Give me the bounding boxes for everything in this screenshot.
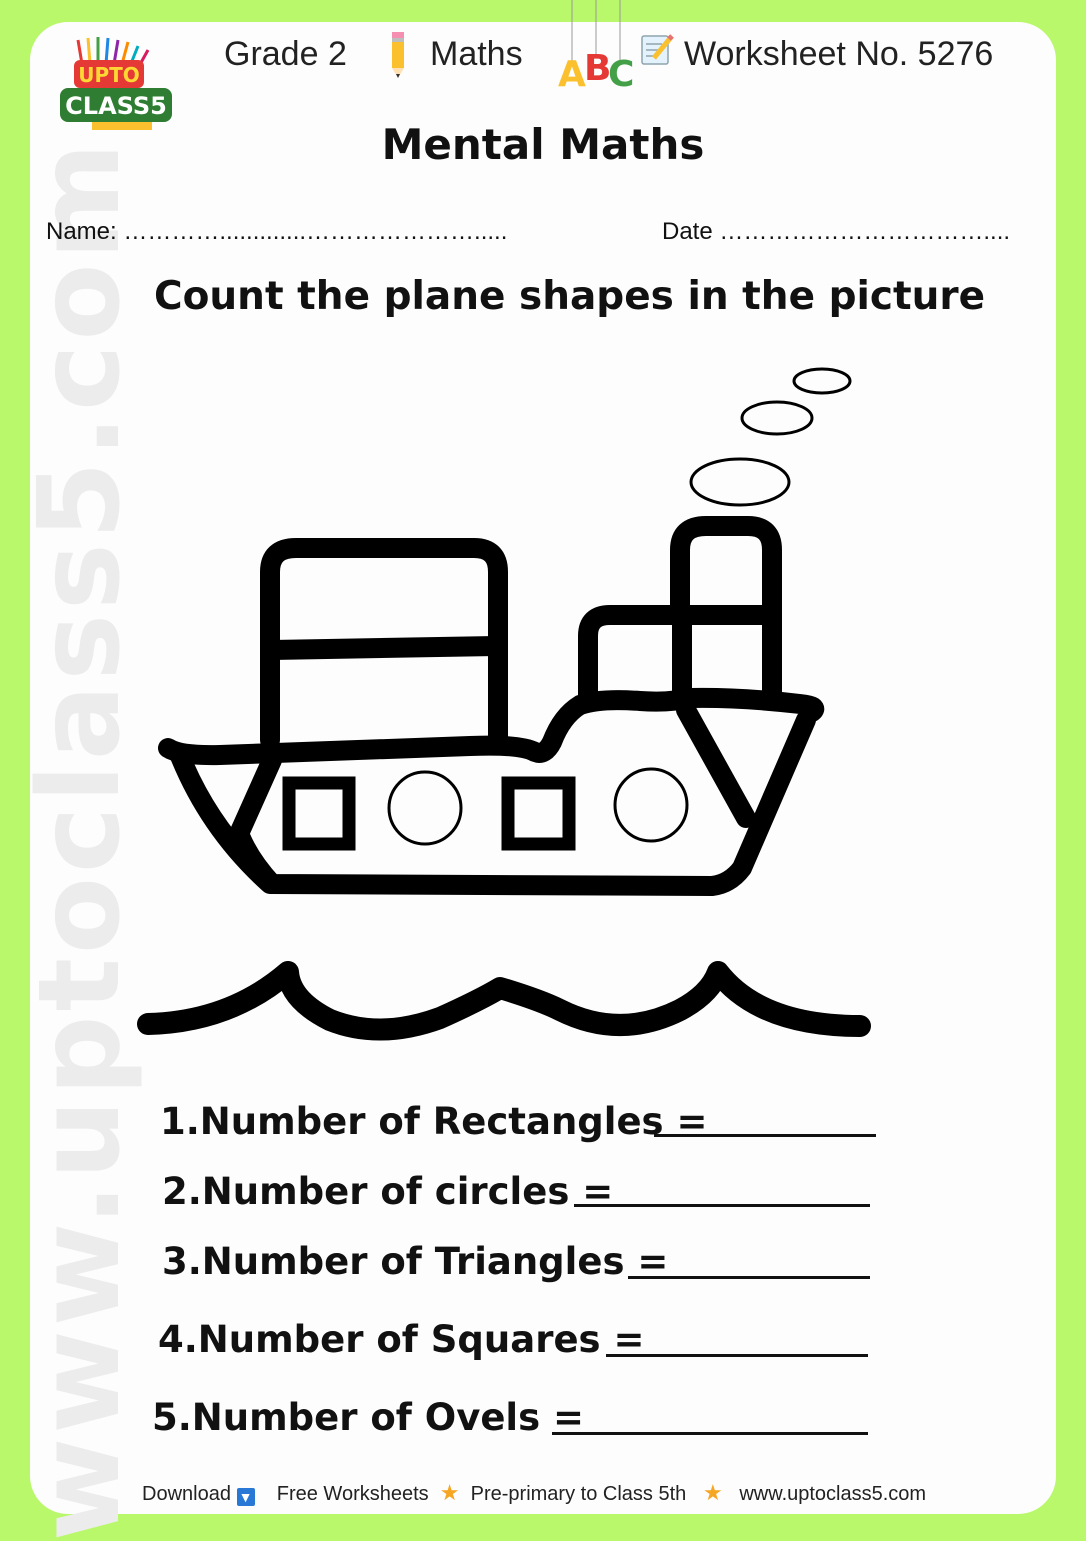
question-3: 3.Number of Triangles = [162,1240,669,1283]
question-2: 2.Number of circles = [162,1170,614,1213]
abc-letter-a: A [558,54,586,95]
logo-text-2: CLASS5 [65,92,167,120]
right-triangle-edge [686,710,746,818]
logo-text-1: UPTO [78,63,140,87]
grade-label: Grade 2 [224,35,347,73]
footer-range: Pre-primary to Class 5th [470,1483,687,1505]
footer-site-link[interactable]: www.uptoclass5.com [739,1483,927,1505]
square-window-1 [289,783,349,844]
worksheet-number: Worksheet No. 5276 [684,35,994,73]
star-icon: ★ [702,1480,723,1505]
left-triangle-edge [238,760,272,836]
download-icon: ▼ [237,1488,255,1506]
date-field[interactable]: Date …………………………….... [662,218,1011,245]
question-1: 1.Number of Rectangles = [160,1100,708,1143]
footer-download[interactable]: Download [142,1483,231,1505]
answer-line-3[interactable] [628,1276,870,1279]
question-4: 4.Number of Squares = [158,1318,645,1361]
answer-line-5[interactable] [552,1432,868,1435]
small-cabin [588,615,682,698]
water-wave [148,972,860,1030]
abc-letter-c: C [608,54,635,95]
subject-label: Maths [430,35,523,73]
cabin-divider [272,646,496,650]
page-title: Mental Maths [381,120,705,169]
footer-free-worksheets: Free Worksheets [276,1483,429,1505]
answer-line-2[interactable] [574,1204,870,1207]
name-field[interactable]: Name: ………….............…………………..... [46,218,508,245]
smoke-oval-medium [742,402,812,434]
abc-letter-b: B [584,48,612,89]
star-icon: ★ [439,1480,460,1505]
circle-window-2 [615,769,687,841]
watermark: www.uptoclass5.com [15,138,145,1541]
hull-inner-line [240,836,272,884]
answer-line-1[interactable] [654,1134,876,1137]
instruction: Count the plane shapes in the picture [154,274,986,319]
square-window-2 [508,783,569,844]
circle-window-1 [389,772,461,844]
smoke-oval-large [691,459,789,505]
question-5: 5.Number of Ovels = [152,1396,585,1439]
answer-line-4[interactable] [606,1354,868,1357]
footer [142,1480,926,1506]
smoke-oval-small [794,369,850,393]
